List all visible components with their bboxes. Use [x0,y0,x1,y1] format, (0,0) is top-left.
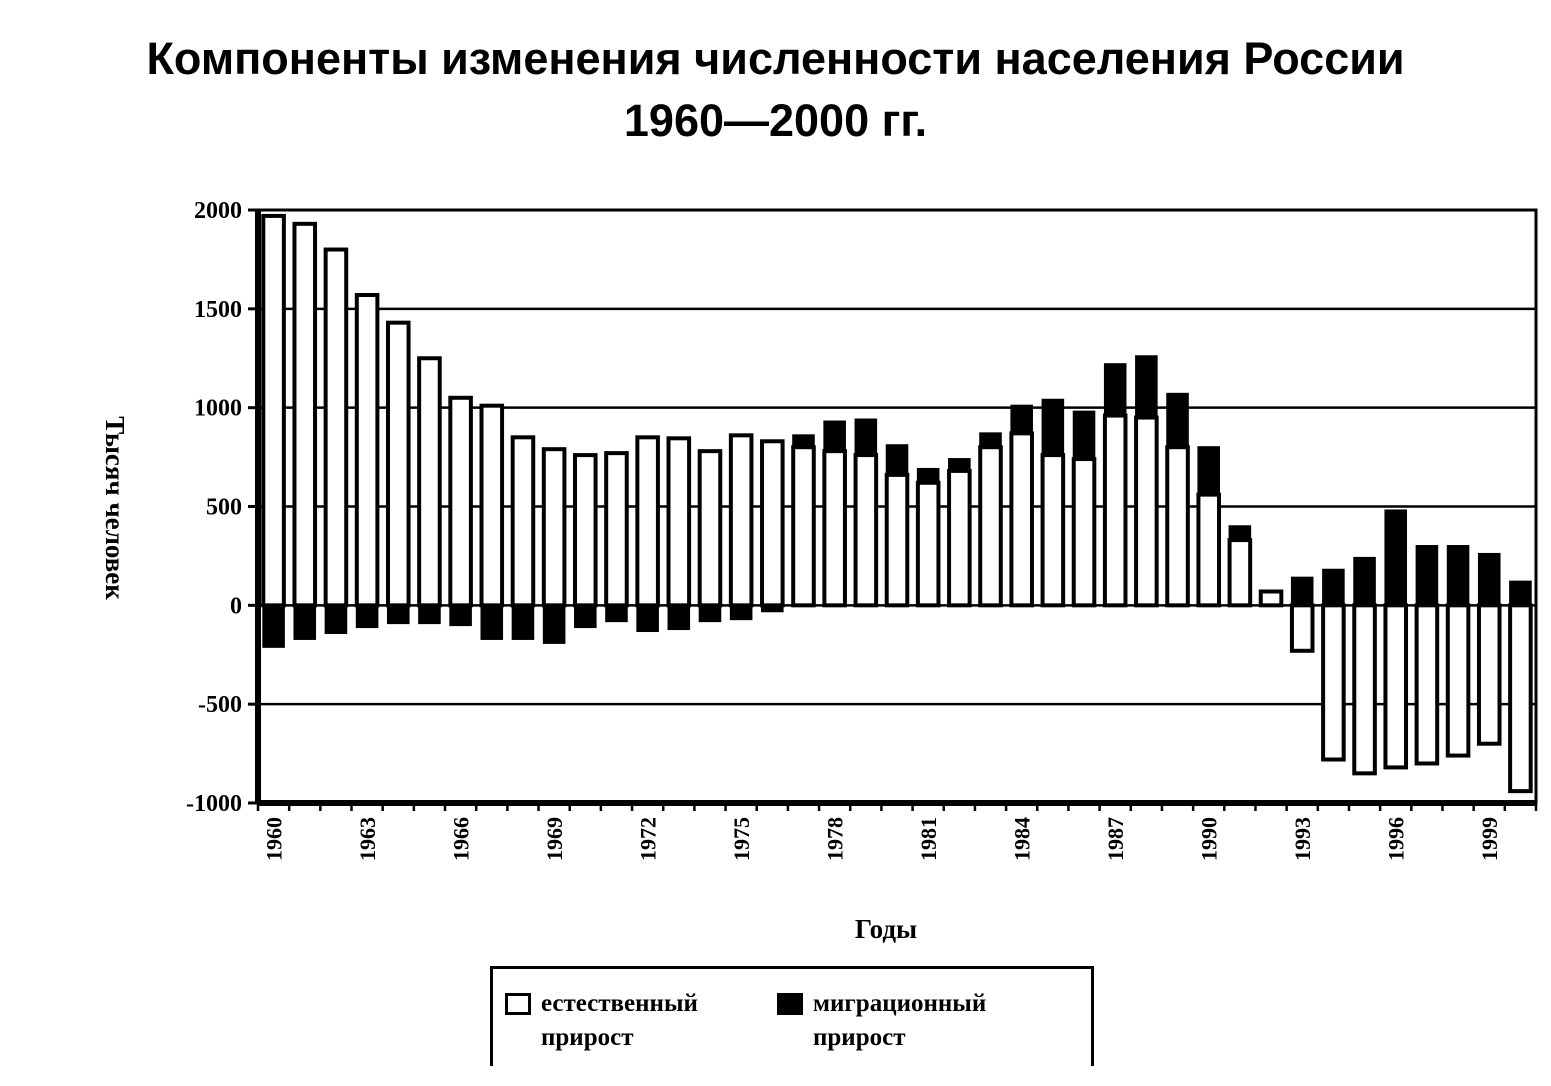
bar-migration [450,605,471,625]
bar-natural [700,451,721,605]
y-tick-label: 1500 [194,296,242,323]
bar-natural [1011,433,1032,605]
chart-title-line-2: 1960—2000 гг. [623,95,928,146]
x-tick-label: 1972 [635,817,661,861]
bar-natural [606,453,627,605]
bar-natural [1136,418,1157,606]
bar-migration [1448,546,1469,605]
bar-migration [887,445,908,475]
bar-natural [1417,605,1438,763]
bar-natural [481,406,502,606]
bar-natural [1261,591,1282,605]
x-tick-label: 1987 [1103,817,1129,861]
y-tick-label: -500 [198,692,242,719]
bar-migration [1417,546,1438,605]
bar-migration [1136,356,1157,417]
bar-migration [1105,364,1126,415]
legend [490,966,1094,1066]
x-tick-labels [262,817,1503,861]
legend-label-migration: миграционный прирост [813,990,987,1051]
bar-migration [762,605,783,611]
bar-migration [700,605,721,621]
bar-migration [1167,394,1188,447]
bar-migration [1198,447,1219,494]
bar-migration [1385,510,1406,605]
bar-natural [1292,605,1313,650]
bar-migration [606,605,627,621]
bar-migration [1292,578,1313,606]
bar-natural [1105,416,1126,606]
x-tick-label: 1978 [822,817,848,861]
bar-migration [1011,406,1032,434]
x-tick-label: 1963 [355,817,381,861]
bar-migration [357,605,378,627]
bar-migration [544,605,565,643]
x-tick-label: 1969 [542,817,568,861]
bar-natural [575,455,596,605]
bar-natural [1167,447,1188,605]
bar-natural [762,441,783,605]
bar-natural [1448,605,1469,755]
bar-migration [949,459,970,471]
bar-migration [481,605,502,639]
x-tick-label: 1993 [1290,817,1316,861]
bar-natural [450,398,471,606]
bar-migration [793,435,814,447]
y-axis-label: Тысяч человек [100,416,130,600]
bar-natural [731,435,752,605]
bar-natural [980,447,1001,605]
bar-migration [731,605,752,619]
bar-migration [1323,570,1344,606]
chart-title-line-1: Компоненты изменения численности населения России [146,33,1405,84]
x-tick-label: 1960 [261,817,287,861]
bar-migration [294,605,315,639]
bar-natural [637,437,658,605]
bar-migration [575,605,596,627]
x-tick-label: 1975 [729,817,755,861]
bar-migration [419,605,440,623]
y-tick-label: 1000 [194,395,242,422]
bar-natural [263,216,284,605]
bar-natural [419,358,440,605]
bar-migration [326,605,347,633]
bar-migration [1043,400,1064,455]
x-tick-label: 1984 [1009,817,1035,861]
bar-natural [887,475,908,605]
bar-natural [793,447,814,605]
bar-natural [1074,459,1095,605]
legend-swatch-migration [777,993,803,1015]
bar-migration [637,605,658,631]
bar-migration [388,605,409,623]
bar-migration [669,605,690,629]
bar-natural [918,483,939,606]
y-tick-label: 0 [230,593,242,620]
bar-migration [918,469,939,483]
bar-migration [856,420,877,456]
bar-natural [294,224,315,605]
legend-swatch-natural [505,993,531,1015]
x-tick-label: 1999 [1477,817,1503,861]
x-tick-label: 1996 [1383,817,1409,861]
bar-natural [949,471,970,605]
bar-natural [326,250,347,606]
y-tick-label: 500 [206,494,242,521]
bar-natural [856,455,877,605]
bar-natural [1323,605,1344,759]
bar-natural [824,451,845,605]
x-tick-label: 1966 [448,817,474,861]
bar-natural [1479,605,1500,743]
bar-natural [1510,605,1531,791]
bar-natural [1198,495,1219,606]
bar-migration [824,422,845,452]
x-tick-label: 1990 [1196,817,1222,861]
bar-migration [513,605,534,639]
bar-migration [1510,582,1531,606]
bar-natural [357,295,378,605]
bar-natural [513,437,534,605]
y-tick-label: 2000 [194,198,242,224]
bar-natural [544,449,565,605]
legend-label-natural: естественный прирост [541,990,698,1051]
bar-natural [669,438,690,605]
bar-natural [1354,605,1375,773]
bar-migration [1479,554,1500,605]
bar-migration [980,433,1001,447]
bar-natural [1043,455,1064,605]
bar-migration [1354,558,1375,605]
bar-migration [1074,412,1095,459]
bar-migration [1230,526,1251,540]
x-axis-label: Годы [854,914,918,944]
x-tick-label: 1981 [916,817,942,861]
bar-migration [263,605,284,647]
bar-natural [1385,605,1406,767]
bar-natural [388,323,409,606]
bar-natural [1230,540,1251,605]
y-tick-labels [186,198,242,817]
y-tick-label: -1000 [186,791,242,817]
